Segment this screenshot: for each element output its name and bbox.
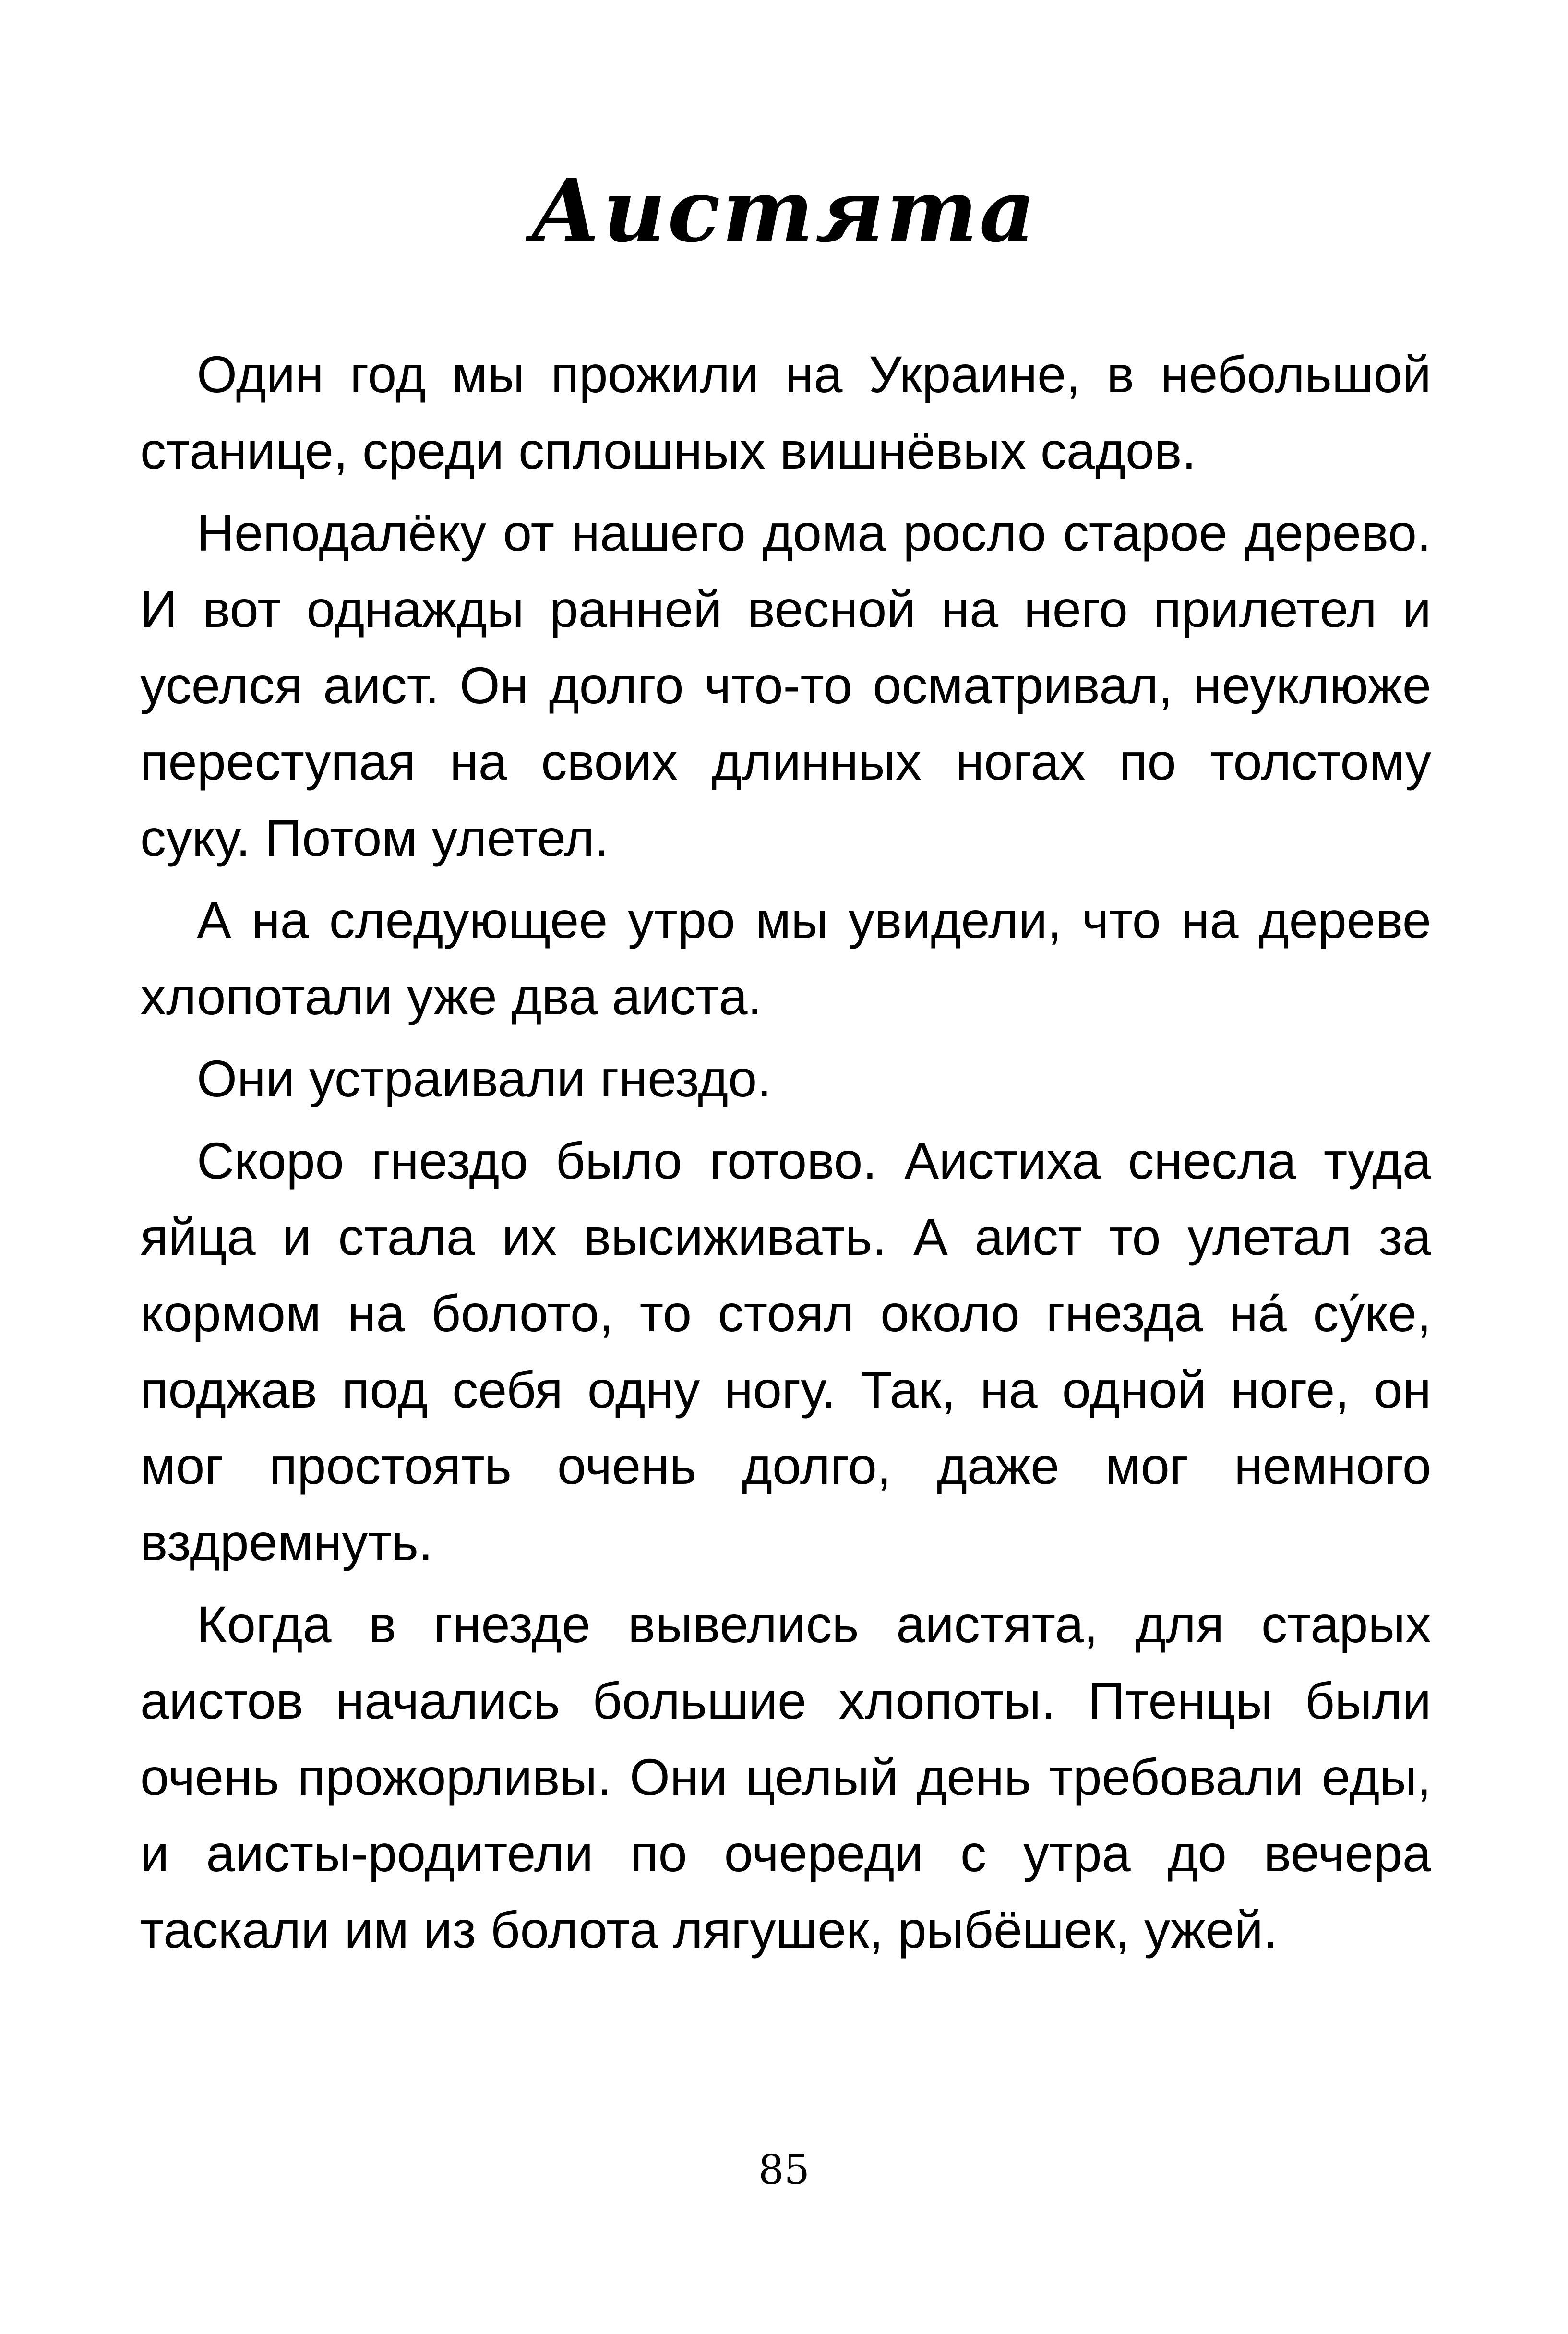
story-text <box>140 336 1431 1973</box>
paragraph: Когда в гнезде вывелись аистята, для старых аистов начались большие хлопоты. Птенцы были очень прожорливы. Они целый день требовали еды, и аисты-родители по очереди с утра до вечера таскали им из болота лягушек, рыбёшек, ужей. <box>140 1595 1431 1959</box>
paragraph: Они устраивали гнездо. <box>197 1049 772 1107</box>
paragraph: Неподалёку от нашего дома росло старое дерево. И вот однажды ранней весной на него прилетел и уселся аист. Он долго что-то осматривал, неуклюже переступая на своих длинных ногах по толстому суку. Потом улетел. <box>140 504 1431 867</box>
page-number: 85 <box>758 2146 810 2193</box>
page-title: Аистята <box>530 160 1038 262</box>
paragraph: А на следующее утро мы увидели, что на дереве хлопотали уже два аиста. <box>140 891 1431 1025</box>
paragraph: Скоро гнездо было готово. Аистиха снесла туда яйца и стала их высиживать. А аист то улетал за кормом на болото, то стоял около гнезда на́ су́ке, поджав под себя одну ногу. Так, на одной ноге, он мог простоять очень долго, даже мог немного вздремнуть. <box>140 1131 1431 1571</box>
paragraph: Один год мы прожили на Украине, в небольшой станице, среди сплошных вишнёвых садов. <box>140 345 1431 480</box>
